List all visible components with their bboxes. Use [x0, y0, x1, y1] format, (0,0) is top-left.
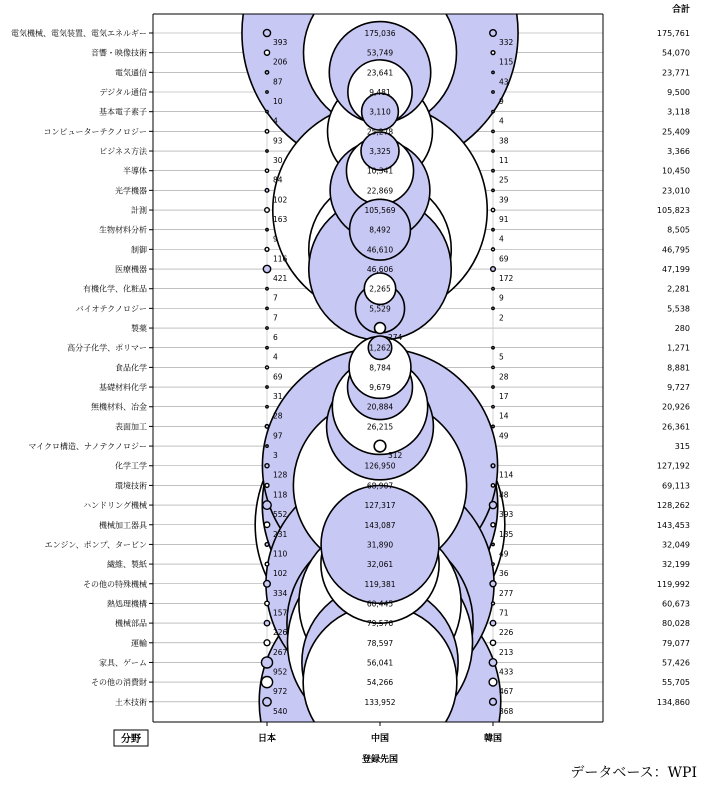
category-label: ビジネス方法: [99, 147, 147, 157]
japan-value-label: 128: [273, 470, 288, 480]
bubble-korea: [492, 110, 494, 112]
korea-value-label: 49: [499, 431, 509, 441]
bubble-japan: [266, 366, 269, 369]
category-label: 医療機器: [115, 265, 147, 275]
korea-value-label: 9: [499, 97, 504, 107]
japan-value-label: 30: [273, 156, 283, 166]
china-value-label: 31,890: [366, 540, 394, 550]
china-value-label: 126,950: [364, 461, 396, 471]
bubble-japan: [266, 327, 268, 329]
china-value-label: 56,041: [366, 658, 394, 668]
korea-value-label: 38: [499, 136, 509, 146]
bubble-korea: [489, 659, 497, 667]
china-value-label: 175,036: [364, 29, 396, 38]
bubble-japan: [265, 464, 269, 468]
bubble-korea: [492, 347, 494, 349]
bubble-japan: [264, 50, 269, 55]
x-tick-label: 中国: [370, 734, 390, 744]
china-value-label: 53,749: [366, 48, 394, 58]
total-label: 9,727: [667, 383, 690, 393]
bubble-japan: [264, 522, 269, 527]
japan-value-label: 157: [273, 608, 288, 618]
total-header: 合計: [671, 5, 690, 15]
bubble-korea: [492, 169, 494, 171]
china-value-label: 3,325: [369, 147, 391, 157]
bubble-japan: [266, 406, 268, 408]
bubble-japan: [266, 229, 268, 231]
china-value-label: 32,061: [366, 560, 394, 570]
bubble-korea: [492, 91, 494, 93]
total-label: 2,281: [667, 284, 690, 294]
total-label: 26,361: [662, 422, 690, 432]
category-label: ハンドリング機械: [83, 501, 147, 511]
japan-value-label: 110: [273, 549, 288, 559]
total-label: 3,118: [667, 107, 690, 117]
category-label: バイオテクノロジー: [75, 304, 147, 314]
category-label: コンピューターテクノロジー: [43, 127, 147, 137]
total-label: 23,771: [662, 68, 690, 78]
bubble-japan: [264, 580, 271, 587]
bubble-china: [374, 440, 386, 452]
total-label: 55,705: [662, 678, 690, 688]
bubble-korea: [492, 189, 494, 191]
bubble-korea: [492, 130, 494, 132]
japan-value-label: 69: [273, 372, 283, 382]
total-label: 69,113: [662, 481, 690, 491]
korea-value-label: 2: [499, 313, 504, 323]
china-value-label: 9,679: [369, 383, 391, 393]
korea-value-label: 4: [499, 116, 504, 126]
bubble-korea: [492, 71, 494, 73]
korea-value-label: 9: [499, 293, 504, 303]
korea-value-label: 25: [499, 175, 509, 185]
japan-value-label: 93: [273, 136, 283, 146]
korea-value-label: 114: [499, 470, 514, 480]
total-label: 46,795: [662, 245, 690, 255]
china-value-label: 8,492: [369, 225, 391, 235]
bubble-korea: [491, 51, 495, 55]
bubble-japan: [266, 347, 268, 349]
bubble-korea: [491, 523, 495, 527]
bubble-japan: [265, 247, 269, 251]
china-value-label: 1,262: [369, 343, 391, 353]
total-label: 105,823: [656, 206, 690, 216]
total-label: 32,199: [662, 560, 690, 570]
bubble-japan: [263, 29, 270, 36]
total-label: 1,271: [667, 343, 690, 353]
japan-value-label: 421: [273, 274, 288, 284]
china-value-label: 46,610: [366, 245, 394, 255]
korea-value-label: 368: [499, 706, 514, 716]
bubble-japan: [265, 483, 269, 487]
bubble-korea: [491, 208, 494, 211]
total-label: 128,262: [656, 501, 690, 511]
bubble-japan: [266, 288, 268, 290]
bubble-japan: [263, 501, 271, 509]
total-label: 25,409: [662, 127, 690, 137]
korea-value-label: 17: [499, 392, 509, 402]
china-value-label: 312: [388, 451, 403, 461]
category-label: 繊維、製紙: [107, 560, 147, 570]
bubble-korea: [489, 502, 496, 509]
bubble-korea: [491, 484, 494, 487]
japan-value-label: 102: [273, 195, 288, 205]
bubble-japan: [266, 307, 268, 309]
bubble-japan: [265, 425, 269, 429]
bubble-japan: [263, 265, 270, 272]
korea-value-label: 28: [499, 372, 509, 382]
korea-value-label: 213: [499, 647, 514, 657]
bubble-korea: [492, 425, 495, 428]
china-value-label: 78,597: [366, 638, 394, 648]
korea-value-label: 39: [499, 195, 509, 205]
bubble-korea: [492, 307, 494, 309]
korea-value-label: 5: [499, 352, 504, 362]
korea-value-label: 467: [499, 687, 514, 697]
bubble-korea: [492, 386, 494, 388]
korea-value-label: 135: [499, 529, 514, 539]
japan-value-label: 4: [273, 352, 278, 362]
category-label: 音響・映像技術: [91, 48, 147, 58]
bubble-japan: [265, 543, 269, 547]
category-label: 製薬: [131, 324, 147, 334]
x-tick-label: 日本: [257, 734, 277, 744]
category-label: 化学工学: [115, 461, 147, 471]
korea-value-label: 11: [499, 156, 509, 166]
korea-value-label: 4: [499, 234, 504, 244]
category-label: 光学機器: [115, 186, 147, 196]
korea-value-label: 91: [499, 215, 509, 225]
china-value-label: 68,907: [366, 481, 394, 491]
category-label: その他の特殊機械: [83, 579, 147, 589]
x-tick-label: 韓国: [483, 734, 503, 744]
total-label: 5,538: [667, 304, 690, 314]
china-value-label: 133,952: [364, 697, 396, 707]
bubble-japan: [264, 620, 269, 625]
korea-value-label: 88: [499, 490, 509, 500]
bubble-korea: [491, 602, 494, 605]
total-label: 32,049: [662, 540, 690, 550]
bubble-japan: [265, 601, 270, 606]
total-label: 80,028: [662, 619, 690, 629]
bubble-korea: [492, 229, 494, 231]
korea-value-label: 69: [499, 254, 509, 264]
bubble-japan: [261, 677, 272, 688]
total-label: 9,500: [667, 88, 690, 98]
total-label: 127,192: [656, 461, 690, 471]
japan-value-label: 3: [273, 451, 278, 461]
china-value-label: 143,087: [364, 520, 396, 530]
bubble-korea: [492, 543, 495, 546]
china-value-label: 79,576: [366, 619, 394, 629]
korea-value-label: 393: [499, 510, 514, 520]
japan-value-label: 552: [273, 510, 288, 520]
bubble-korea: [492, 150, 494, 152]
china-value-label: 105,569: [364, 206, 396, 216]
bubble-japan: [266, 445, 268, 447]
korea-value-label: 226: [499, 628, 514, 638]
total-label: 20,926: [662, 402, 690, 412]
china-value-label: 9,481: [369, 88, 391, 98]
total-label: 10,450: [662, 166, 690, 176]
china-value-label: 119,381: [364, 579, 396, 589]
category-label: 食品化学: [115, 363, 147, 373]
japan-value-label: 84: [273, 175, 283, 185]
bubble-japan: [265, 208, 270, 213]
china-value-label: 127,317: [364, 501, 396, 511]
korea-value-label: 71: [499, 608, 509, 618]
total-label: 60,673: [662, 599, 690, 609]
china-value-label: 23,641: [366, 68, 394, 78]
korea-value-label: 43: [499, 77, 509, 87]
japan-value-label: 952: [273, 667, 288, 677]
bubble-japan: [265, 130, 268, 133]
japan-value-label: 540: [273, 706, 288, 716]
source-note: データベース：WPI: [570, 765, 697, 781]
category-header: 分野: [121, 734, 141, 745]
category-label: 環境技術: [115, 481, 147, 491]
china-value-label: 22,869: [366, 186, 394, 196]
total-label: 280: [674, 324, 690, 334]
category-label: 運輸: [131, 638, 147, 648]
bubble-korea: [492, 366, 494, 368]
japan-value-label: 9: [273, 234, 278, 244]
total-label: 54,070: [662, 48, 690, 58]
bubble-japan: [265, 71, 268, 74]
china-value-label: 274: [388, 333, 403, 343]
china-value-label: 20,884: [366, 402, 394, 412]
korea-value-label: 14: [499, 411, 509, 421]
category-label: 電気機械、電気装置、電気エネルギー: [11, 29, 147, 38]
bubble-japan: [265, 169, 268, 172]
total-label: 79,077: [662, 638, 690, 648]
category-label: 半導体: [123, 166, 147, 176]
category-label: マイクロ構造、ナノテクノロジー: [28, 442, 147, 452]
bubble-korea: [492, 563, 494, 565]
bubble-korea: [490, 30, 497, 37]
category-label: 有機化学、化粧品: [83, 284, 147, 294]
bubble-japan: [261, 657, 272, 668]
category-label: 機械部品: [115, 619, 147, 629]
total-label: 315: [674, 442, 690, 452]
bubble-japan: [264, 640, 270, 646]
bubble-japan: [266, 150, 268, 152]
japan-value-label: 97: [273, 431, 283, 441]
korea-value-label: 172: [499, 274, 514, 284]
japan-value-label: 231: [273, 529, 288, 539]
x-axis-title: 登録先国: [361, 755, 399, 765]
total-label: 57,426: [662, 658, 690, 668]
japan-value-label: 206: [273, 57, 288, 67]
japan-value-label: 334: [273, 588, 288, 598]
china-value-label: 25,278: [366, 127, 394, 137]
bubble-korea: [489, 678, 497, 686]
bubble-japan: [266, 91, 268, 93]
japan-value-label: 267: [273, 647, 288, 657]
total-label: 134,860: [656, 697, 690, 707]
bubble-japan: [265, 189, 269, 193]
japan-value-label: 31: [273, 392, 283, 402]
china-value-label: 8,784: [369, 363, 391, 373]
bubble-japan: [263, 698, 271, 706]
japan-value-label: 116: [273, 254, 288, 264]
japan-value-label: 28: [273, 411, 283, 421]
bubble-korea: [491, 464, 495, 468]
category-label: 電気通信: [115, 68, 147, 78]
china-value-label: 60,445: [366, 599, 394, 609]
japan-value-label: 87: [273, 77, 283, 87]
bubble-korea: [490, 581, 496, 587]
china-value-label: 46,606: [366, 265, 394, 275]
japan-value-label: 102: [273, 569, 288, 579]
category-label: 基本電子素子: [99, 107, 147, 117]
china-value-label: 26,215: [366, 422, 394, 432]
china-value-label: 5,529: [369, 304, 391, 314]
bubble-korea: [491, 267, 496, 272]
total-label: 175,761: [656, 29, 690, 38]
category-label: 高分子化学、ポリマー: [67, 343, 147, 353]
total-label: 143,453: [656, 520, 690, 530]
japan-value-label: 4: [273, 116, 278, 126]
japan-value-label: 163: [273, 215, 288, 225]
category-label: 基礎材料化学: [99, 383, 147, 393]
total-label: 47,199: [662, 265, 690, 275]
category-label: デジタル通信: [99, 88, 147, 98]
japan-value-label: 972: [273, 687, 288, 697]
bubble-japan: [265, 562, 269, 566]
japan-value-label: 6: [273, 333, 278, 343]
category-label: 機械加工器具: [99, 520, 147, 530]
total-label: 119,992: [656, 579, 690, 589]
category-label: 無機材料、冶金: [91, 402, 147, 412]
total-label: 8,881: [667, 363, 690, 373]
korea-value-label: 277: [499, 588, 514, 598]
category-label: 生物材料分析: [99, 225, 147, 235]
bubble-japan: [266, 386, 268, 388]
japan-value-label: 118: [273, 490, 288, 500]
bubble-korea: [492, 288, 494, 290]
category-label: エンジン、ポンプ、タービン: [44, 540, 147, 550]
total-label: 23,010: [662, 186, 690, 196]
korea-value-label: 49: [499, 549, 509, 559]
korea-value-label: 115: [499, 57, 514, 67]
bubble-korea: [490, 640, 495, 645]
bubble-china: [375, 323, 386, 334]
bubble-korea: [490, 698, 497, 705]
category-label: 計測: [131, 206, 147, 216]
china-value-label: 3,110: [369, 107, 391, 117]
japan-value-label: 7: [273, 313, 278, 323]
china-value-label: 2,265: [369, 284, 391, 294]
china-value-label: 54,266: [366, 678, 394, 688]
category-label: 制御: [131, 245, 147, 255]
category-label: 土木技術: [115, 697, 147, 707]
japan-value-label: 10: [273, 97, 283, 107]
category-label: 表面加工: [115, 422, 147, 432]
category-label: その他の消費財: [91, 678, 147, 688]
korea-value-label: 332: [499, 38, 514, 47]
japan-value-label: 393: [273, 38, 288, 47]
japan-value-label: 7: [273, 293, 278, 303]
china-value-label: 10,341: [366, 166, 394, 176]
total-label: 8,505: [667, 225, 690, 235]
bubble-korea: [492, 248, 495, 251]
bubble-korea: [490, 620, 495, 625]
bubble-japan: [266, 110, 268, 112]
bubble-korea: [492, 406, 494, 408]
japan-value-label: 226: [273, 628, 288, 638]
category-label: 家具、ゲーム: [99, 658, 147, 668]
korea-value-label: 36: [499, 569, 509, 579]
category-label: 熱処理機構: [107, 599, 147, 609]
korea-value-label: 433: [499, 667, 514, 677]
total-label: 3,366: [667, 147, 690, 157]
